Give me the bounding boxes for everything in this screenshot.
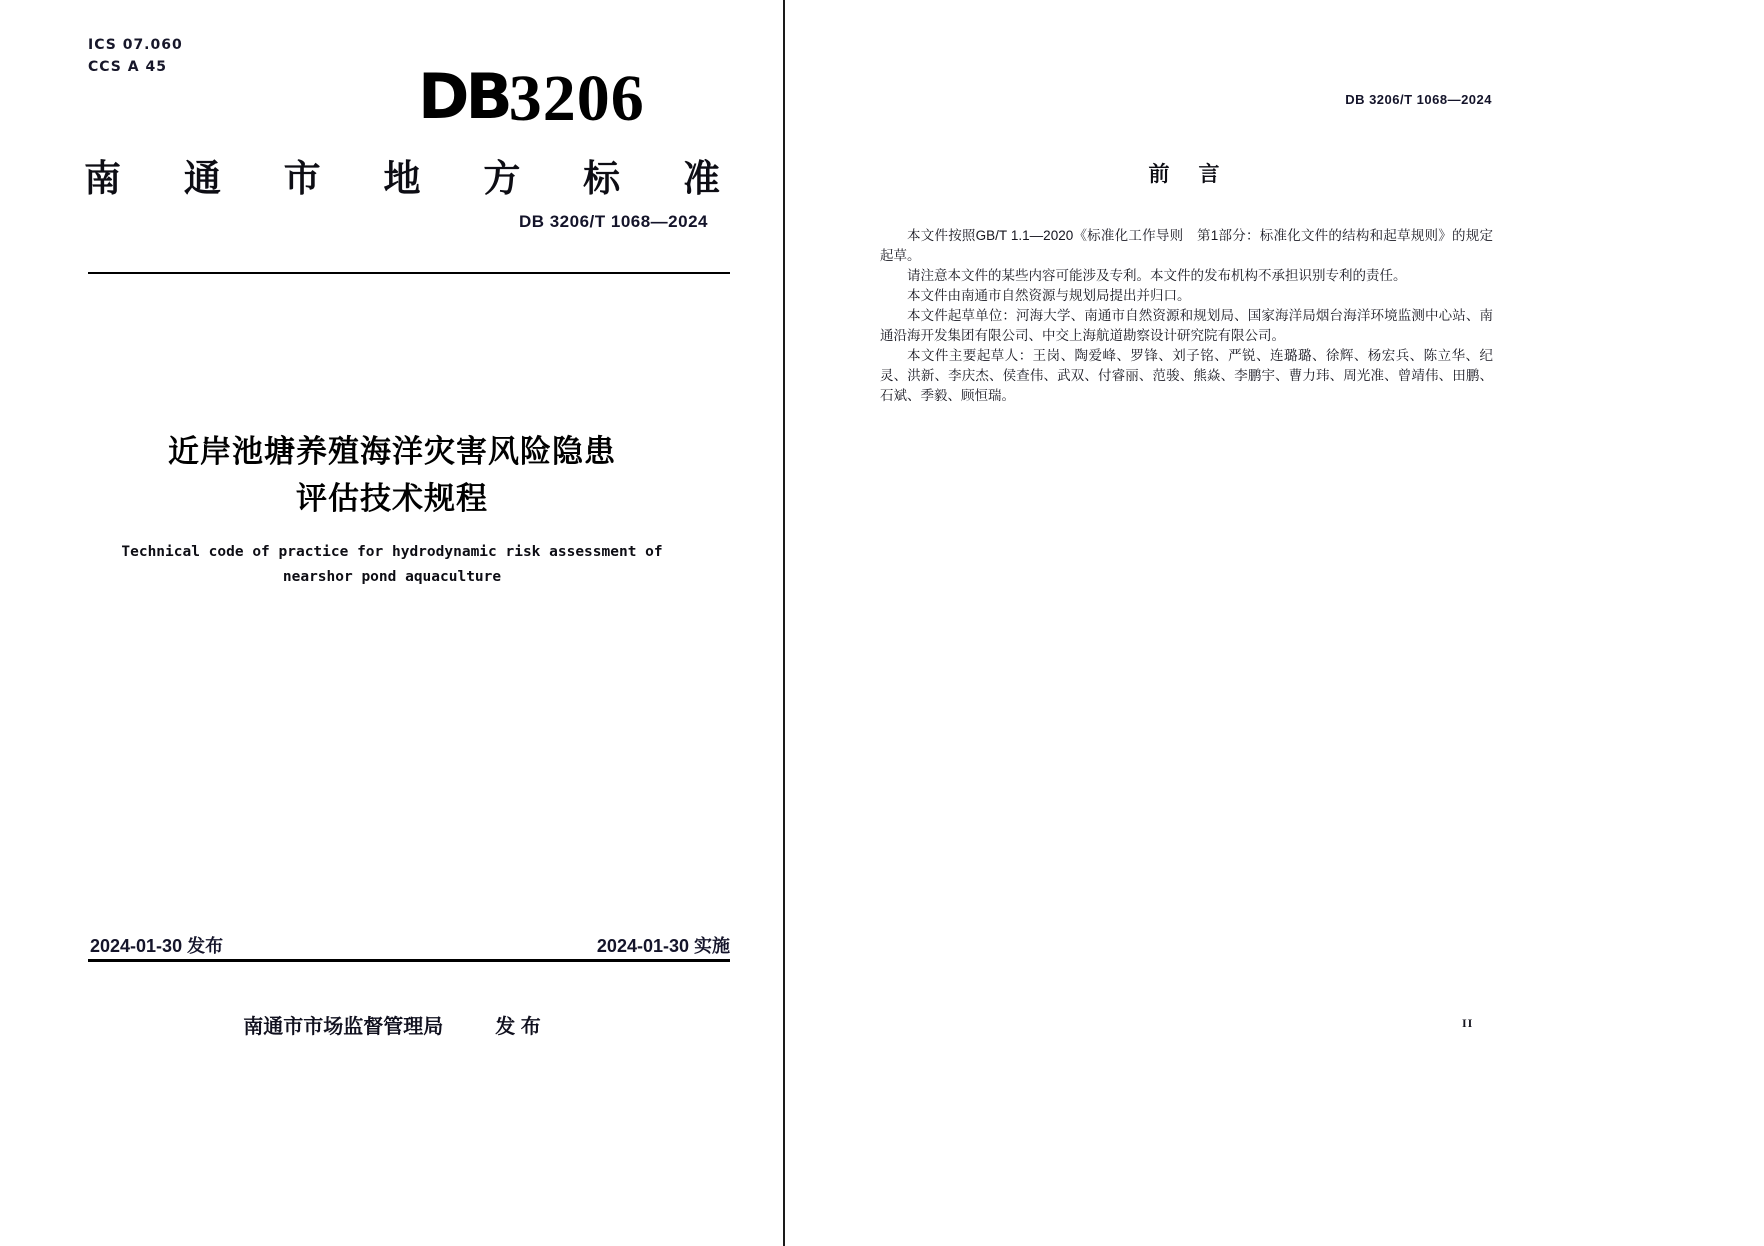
foreword-body xyxy=(880,226,1493,406)
page-divider xyxy=(783,0,785,1246)
document-title-line1: 近岸池塘养殖海洋灾害风险隐患 xyxy=(168,434,616,469)
dates-row xyxy=(90,932,730,958)
standard-logo xyxy=(418,60,645,135)
classification-codes xyxy=(88,34,183,78)
publisher-row xyxy=(0,1010,784,1039)
foreword-paragraph: 本文件起草单位：河海大学、南通市自然资源和规划局、国家海洋局烟台海洋环境监测中心站、南通沿海开发集团有限公司、中交上海航道勘察设计研究院有限公司。 xyxy=(880,308,1493,343)
logo-region-code: 3206 xyxy=(508,62,645,135)
document-title-english-line2: nearshor pond aquaculture xyxy=(282,569,502,585)
implement-date: 2024-01-30 实施 xyxy=(596,936,730,956)
standard-type-char: 标 xyxy=(583,158,621,199)
issue-date: 2024-01-30 发布 xyxy=(90,936,224,956)
logo-db-prefix: DB xyxy=(418,60,509,133)
page-number: II xyxy=(1462,1016,1474,1030)
standard-type-char: 市 xyxy=(283,158,321,199)
horizontal-rule-bottom xyxy=(88,959,730,962)
foreword-paragraph: 请注意本文件的某些内容可能涉及专利。本文件的发布机构不承担识别专利的责任。 xyxy=(907,268,1407,283)
page-header-code: DB 3206/T 1068—2024 xyxy=(1345,92,1492,107)
standard-type-char: 南 xyxy=(84,158,121,199)
publisher-name: 南通市市场监督管理局 xyxy=(243,1016,444,1038)
standard-type-title xyxy=(84,148,720,202)
document-title-english xyxy=(0,540,784,590)
ccs-code: CCS A 45 xyxy=(88,59,167,75)
foreword-paragraph: 本文件按照GB/T 1.1—2020《标准化工作导则 第1部分：标准化文件的结构和起草规则》的规定起草。 xyxy=(880,228,1493,263)
ics-code: ICS 07.060 xyxy=(88,37,183,53)
standard-number: DB 3206/T 1068—2024 xyxy=(518,212,708,231)
standard-type-char: 方 xyxy=(483,158,521,199)
foreword-paragraph: 本文件由南通市自然资源与规划局提出并归口。 xyxy=(907,288,1191,303)
foreword-heading: 前 言 xyxy=(1148,163,1224,186)
standard-type-char: 准 xyxy=(682,158,720,199)
standard-type-char: 通 xyxy=(183,158,221,199)
document-title xyxy=(0,428,784,522)
publish-label: 发 布 xyxy=(495,1016,541,1038)
document-title-english-line1: Technical code of practice for hydrodynamic risk assessment of xyxy=(121,544,663,560)
document-title-line2: 评估技术规程 xyxy=(296,481,488,516)
foreword-paragraph: 本文件主要起草人：王岗、陶爱峰、罗锋、刘子铭、严锐、连璐璐、徐辉、杨宏兵、陈立华、纪灵、洪新、李庆杰、侯查伟、武双、付睿丽、范骏、熊焱、李鹏宇、曹力玮、周光准、曾靖伟、田鹏、石斌、季毅、顾恒瑞。 xyxy=(880,348,1493,403)
horizontal-rule-top xyxy=(88,272,730,274)
standard-type-char: 地 xyxy=(383,158,421,199)
